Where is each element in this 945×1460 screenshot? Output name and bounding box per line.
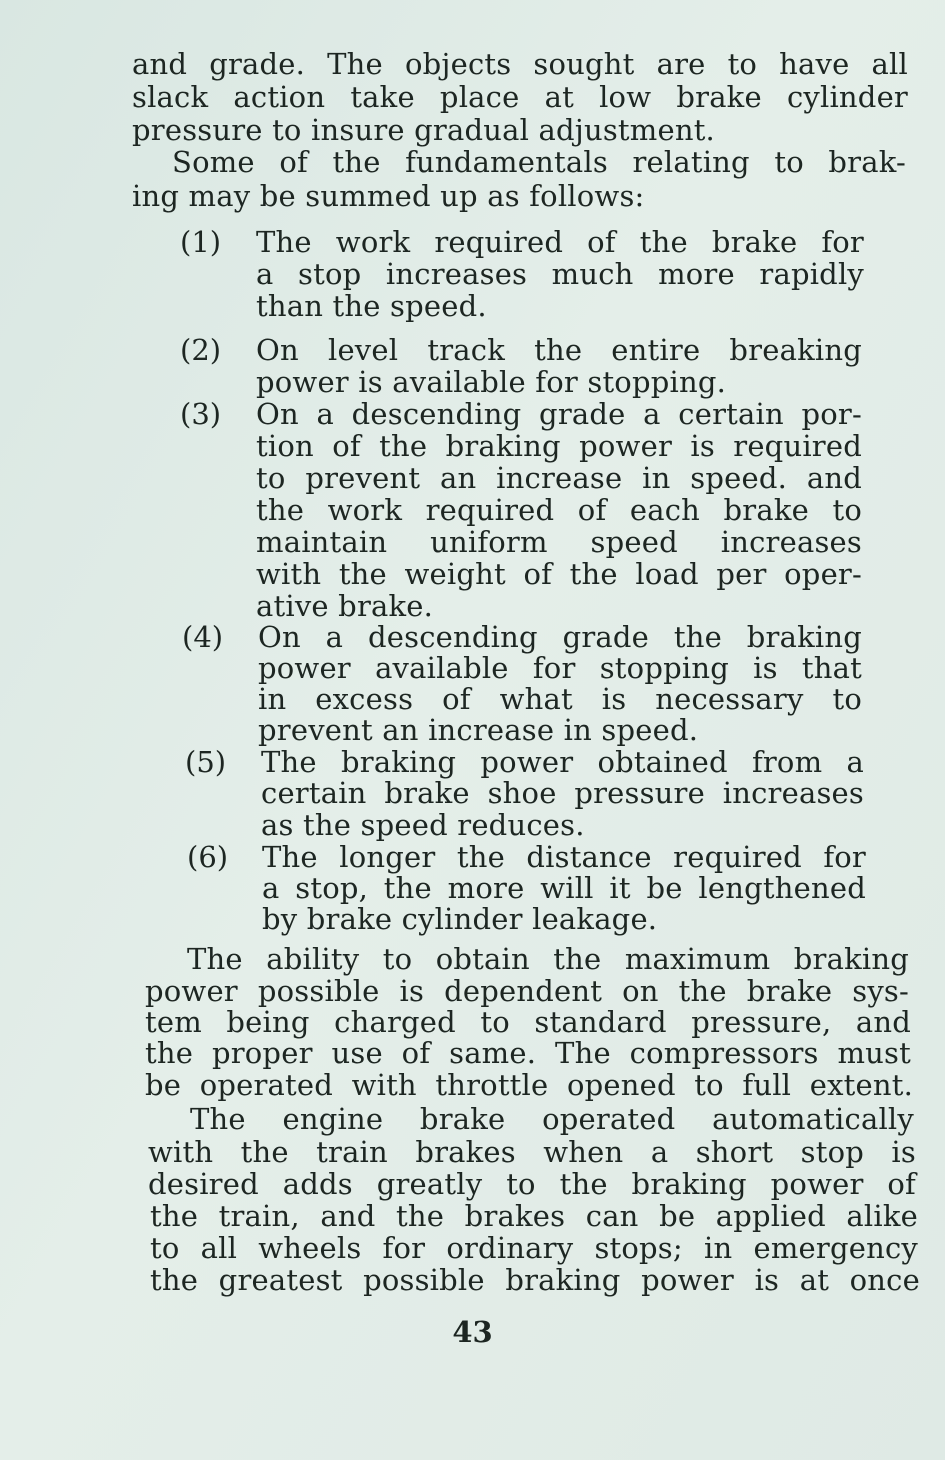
item-3-line-2: tion of the braking power is required — [256, 429, 862, 463]
item-1-line-1: The work required of the brake for — [256, 225, 864, 259]
item-4-line-1: On a descending grade the braking — [258, 620, 862, 654]
item-6-line-1: The longer the distance required for — [262, 840, 866, 874]
item-4-line-4: prevent an increase in speed. — [258, 713, 699, 747]
engine-line-1: The engine brake operated automatically — [190, 1102, 914, 1136]
item-6-line-3: by brake cylinder leakage. — [262, 902, 658, 936]
item-3-line-4: the work required of each brake to — [256, 493, 862, 527]
ability-line-1: The ability to obtain the maximum braking — [187, 942, 909, 976]
item-2-line-2: power is available for stopping. — [256, 365, 727, 399]
item-5-line-3: as the speed reduces. — [261, 808, 585, 842]
ability-line-2: power possible is dependent on the brake sys- — [145, 974, 909, 1008]
fundamentals-line-2: ing may be summed up as follows: — [132, 179, 645, 213]
item-3-line-1: On a descending grade a certain por- — [256, 397, 862, 431]
intro-line-3: pressure to insure gradual adjustment. — [132, 113, 715, 147]
intro-line-1: and grade. The objects sought are to have all — [132, 47, 908, 81]
page-number: 43 — [452, 1315, 493, 1349]
item-4-line-2: power available for stopping is that — [258, 651, 862, 685]
item-4-number: (4) — [182, 620, 224, 654]
item-2-number: (2) — [180, 333, 222, 367]
item-1-line-2: a stop increases much more rapidly — [256, 257, 864, 291]
item-3-line-6: with the weight of the load per oper- — [256, 557, 862, 591]
ability-line-4: the proper use of same. The compressors must — [145, 1036, 911, 1070]
item-3-line-5: maintain uniform speed increases — [256, 525, 862, 559]
fundamentals-line-1: Some of the fundamentals relating to brak- — [172, 145, 906, 179]
item-5-line-2: certain brake shoe pressure increases — [261, 776, 864, 810]
item-4-line-3: in excess of what is necessary to — [258, 682, 862, 716]
item-5-line-1: The braking power obtained from a — [261, 745, 864, 779]
item-6-line-2: a stop, the more will it be lengthened — [262, 871, 866, 905]
engine-line-6: the greatest possible braking power is at once — [150, 1263, 920, 1297]
item-5-number: (5) — [185, 745, 227, 779]
item-1-number: (1) — [180, 225, 222, 259]
engine-line-5: to all wheels for ordinary stops; in emergency — [150, 1231, 918, 1265]
intro-line-2: slack action take place at low brake cylinder — [132, 80, 908, 114]
item-6-number: (6) — [187, 840, 229, 874]
item-3-number: (3) — [180, 397, 222, 431]
engine-line-4: the train, and the brakes can be applied alike — [150, 1199, 918, 1233]
item-1-line-3: than the speed. — [256, 289, 487, 323]
item-2-line-1: On level track the entire breaking — [256, 333, 862, 367]
item-3-line-3: to prevent an increase in speed. and — [256, 461, 862, 495]
engine-line-2: with the train brakes when a short stop is — [148, 1135, 916, 1169]
ability-line-5: be operated with throttle opened to full extent. — [145, 1068, 913, 1102]
engine-line-3: desired adds greatly to the braking power of — [148, 1167, 916, 1201]
item-3-line-7: ative brake. — [256, 589, 434, 623]
ability-line-3: tem being charged to standard pressure, and — [145, 1005, 911, 1039]
